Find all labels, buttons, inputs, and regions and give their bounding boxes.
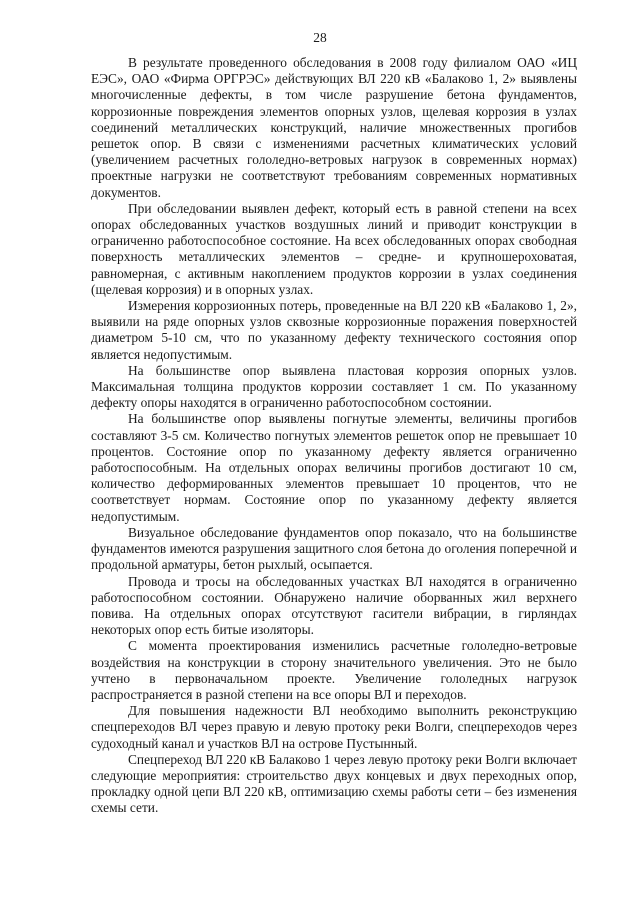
paragraph: Спецпереход ВЛ 220 кВ Балаково 1 через левую протоку реки Волги включает следующие мероприятия: строительство двух концевых и двух переходных опор, прокладку одной цепи ВЛ 220 кВ, оптимизацию схемы работы сети – без изменения схемы сети. (91, 751, 577, 816)
paragraph: На большинстве опор выявлены погнутые элементы, величины прогибов составляют 3-5 см. Количество погнутых элементов решеток опор не превышает 10 процентов. Состояние опор по указанному дефекту является ограниченно работоспособным. На отдельных опорах величины прогибов достигают 10 см, количество деформированных элементов превышает 10 процентов, что не соответствует нормам. Состояние опор по указанному дефекту является недопустимым. (91, 411, 577, 524)
paragraph: При обследовании выявлен дефект, который есть в равной степени на всех опорах обследованных участков воздушных линий и приводит конструкции в ограниченно работоспособное состояние. На всех обследованных опорах свободная поверхность металлических элементов – средне- и крупношероховатая, равномерная, с активным накоплением продуктов коррозии в узлах соединения (щелевая коррозия) и в опорных узлах. (91, 200, 577, 297)
document-body (91, 55, 577, 817)
paragraph: Провода и тросы на обследованных участках ВЛ находятся в ограниченно работоспособном состоянии. Обнаружено наличие оборванных жил верхнего повива. На отдельных опорах отсутствуют гасители вибрации, в гирляндах некоторых опор есть битые изоляторы. (91, 573, 577, 638)
paragraph: Для повышения надежности ВЛ необходимо выполнить реконструкцию спецпереходов ВЛ через правую и левую протоку реки Волги, спецпереходов через судоходный канал и участков ВЛ на острове Пустынный. (91, 703, 577, 751)
paragraph: С момента проектирования изменились расчетные гололедно-ветровые воздействия на конструкции в сторону значительного увеличения. Это не было учтено в первоначальном проекте. Увеличение гололедных нагрузок распространяется в разной степени на все опоры ВЛ и переходов. (91, 638, 577, 702)
paragraph: На большинстве опор выявлена пластовая коррозия опорных узлов. Максимальная толщина продуктов коррозии составляет 1 см. По указанному дефекту опоры находятся в ограниченно работоспособном состоянии. (91, 362, 577, 411)
paragraph: В результате проведенного обследования в 2008 году филиалом ОАО «ИЦ ЕЭС», ОАО «Фирма ОРГРЭС» действующих ВЛ 220 кВ «Балаково 1, 2» выявлены многочисленные дефекты, в том числе разрушение бетона фундаментов, коррозионные повреждения элементов опорных узлов, щелевая коррозия в узлах соединений металлических конструкций, наличие множественных прогибов решеток опор. В связи с изменениями расчетных климатических условий (увеличением расчетных гололедно-ветровых нагрузок в современных нормах) проектные нагрузки не соответствуют требованиям современных нормативных документов. (91, 55, 577, 200)
paragraph: Визуальное обследование фундаментов опор показало, что на большинстве фундаментов имеются разрушения защитного слоя бетона до оголения поперечной и продольной арматуры, бетон рыхлый, осыпается. (91, 524, 577, 573)
paragraph: Измерения коррозионных потерь, проведенные на ВЛ 220 кВ «Балаково 1, 2», выявили на ряде опорных узлов сквозные коррозионные поражения поверхностей диаметром 5-10 см, что по указанному дефекту технического состояния опор является недопустимым. (91, 298, 577, 362)
page-number: 28 (313, 30, 327, 45)
